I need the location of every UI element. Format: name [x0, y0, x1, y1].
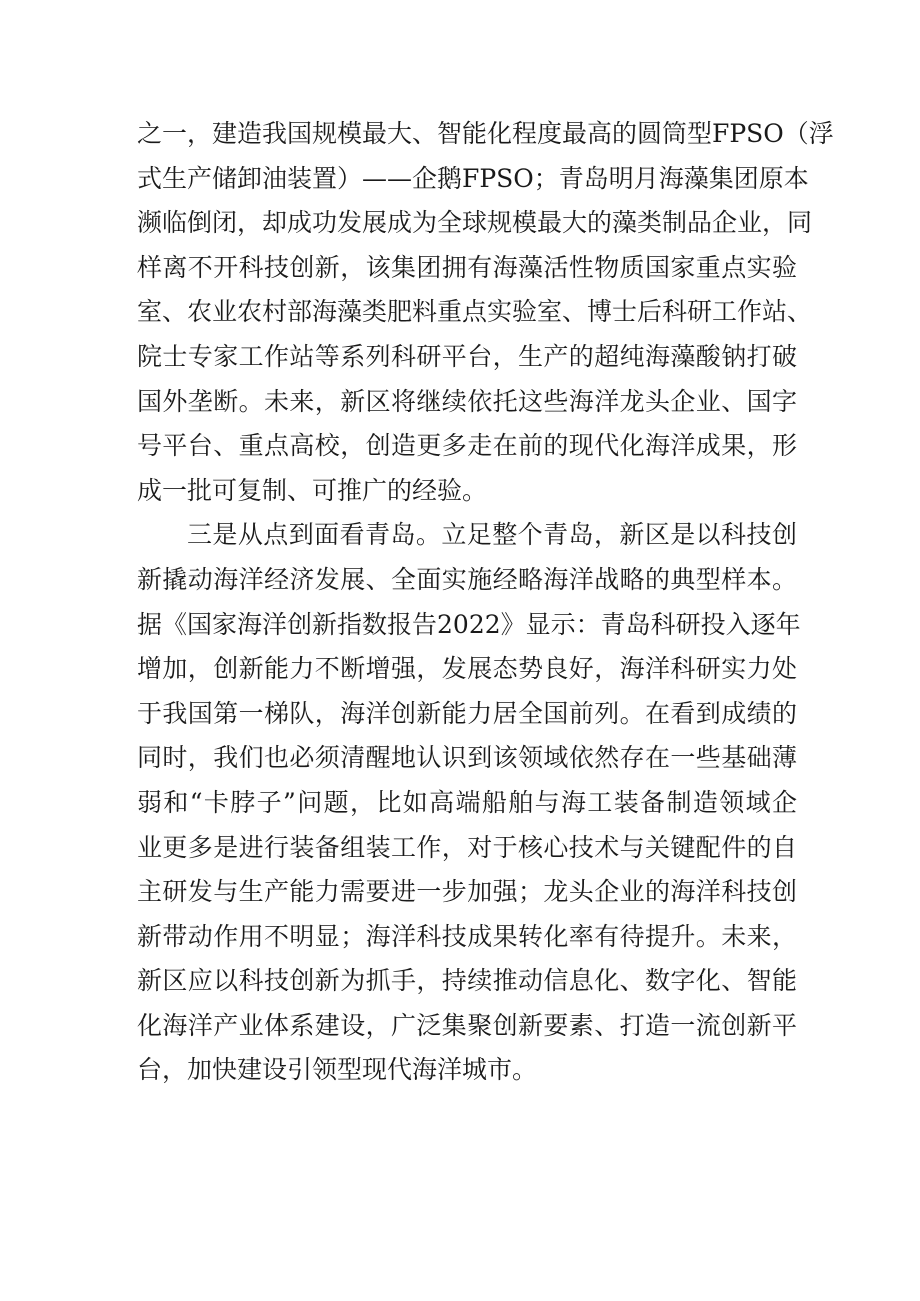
body-text	[137, 112, 834, 1093]
text-line: 号平台、重点高校，创造更多走在前的现代化海洋成果，形	[137, 431, 797, 461]
paragraph-1	[137, 112, 834, 513]
paragraph-2	[137, 513, 801, 1093]
text-line: 三是从点到面看青岛。立足整个青岛，新区是以科技创	[187, 520, 797, 550]
text-line: 弱和“卡脖子”问题，比如高端船舶与海工装备制造领域企	[137, 787, 797, 817]
text-line: 式生产储卸油装置）——企鹅FPSO；青岛明月海藻集团原本	[137, 163, 809, 193]
text-line: 同时，我们也必须清醒地认识到该领域依然存在一些基础薄	[137, 743, 797, 773]
text-line: 台，加快建设引领型现代海洋城市。	[137, 1055, 538, 1085]
text-line: 主研发与生产能力需要进一步加强；龙头企业的海洋科技创	[137, 877, 797, 907]
text-line: 濒临倒闭，却成功发展成为全球规模最大的藻类制品企业，同	[137, 208, 813, 238]
text-line: 于我国第一梯队，海洋创新能力居全国前列。在看到成绩的	[137, 698, 797, 728]
text-line: 增加，创新能力不断增强，发展态势良好，海洋科研实力处	[137, 654, 797, 684]
text-line: 化海洋产业体系建设，广泛集聚创新要素、打造一流创新平	[137, 1010, 797, 1040]
text-line: 新区应以科技创新为抓手，持续推动信息化、数字化、智能	[137, 966, 797, 996]
text-line: 样离不开科技创新，该集团拥有海藻活性物质国家重点实验	[137, 252, 797, 282]
text-line: 新带动作用不明显；海洋科技成果转化率有待提升。未来，	[137, 921, 797, 951]
text-line: 院士专家工作站等系列科研平台，生产的超纯海藻酸钠打破	[137, 341, 797, 371]
text-line: 新撬动海洋经济发展、全面实施经略海洋战略的典型样本。	[137, 564, 797, 594]
text-line: 之一，建造我国规模最大、智能化程度最高的圆筒型FPSO（浮	[137, 119, 834, 148]
text-line: 业更多是进行装备组装工作，对于核心技术与关键配件的自	[137, 832, 797, 862]
text-line: 国外垄断。未来，新区将继续依托这些海洋龙头企业、国字	[137, 386, 797, 416]
text-line: 室、农业农村部海藻类肥料重点实验室、博士后科研工作站、	[137, 297, 813, 327]
text-line: 据《国家海洋创新指数报告2022》显示：青岛科研投入逐年	[137, 609, 801, 639]
text-line: 成一批可复制、可推广的经验。	[137, 475, 488, 505]
